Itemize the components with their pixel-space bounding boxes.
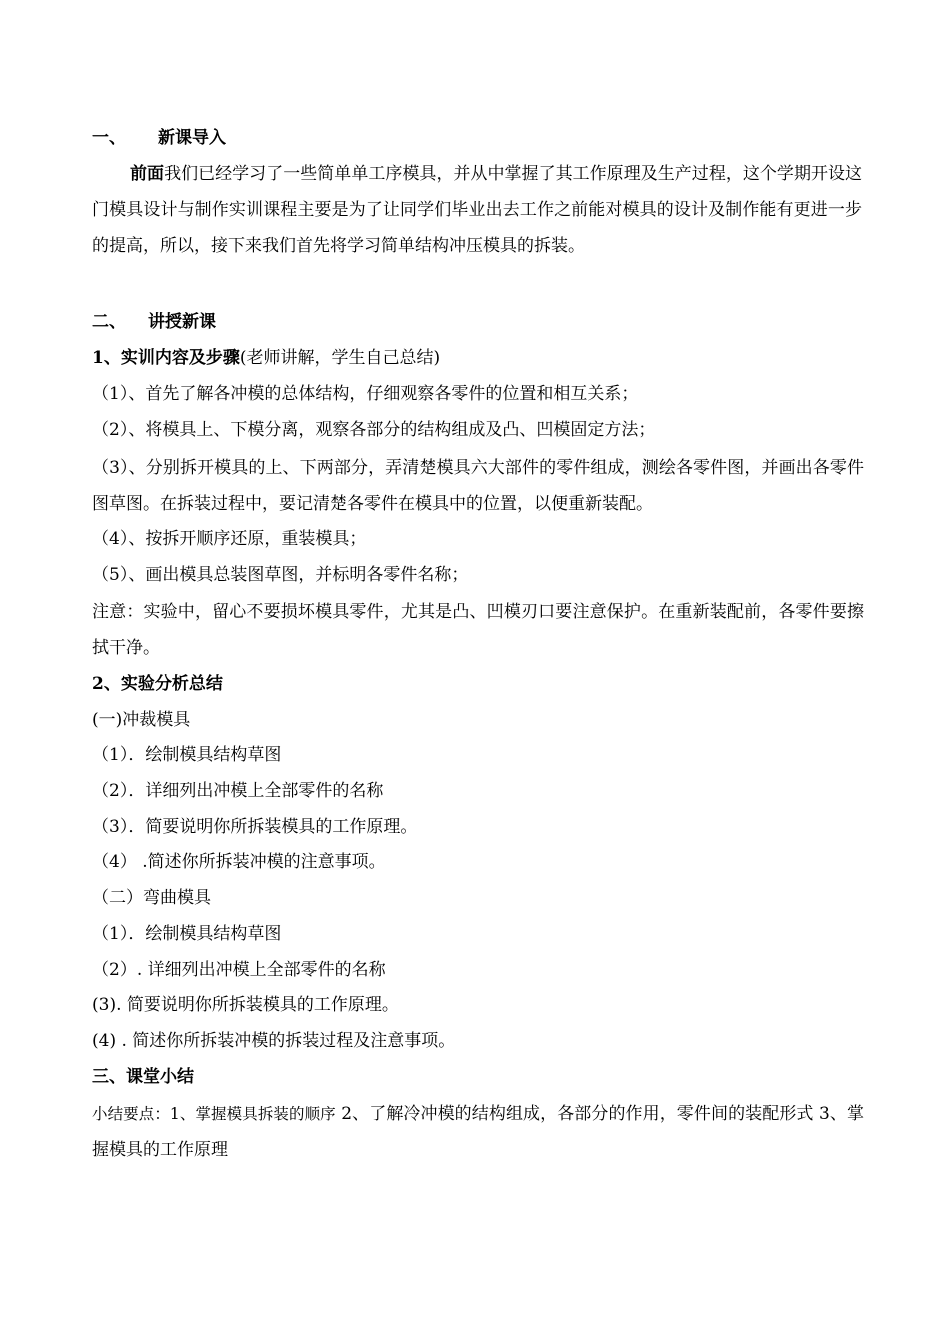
summary-lead: 小结要点：1、掌握模具拆装的顺序 (92, 1105, 336, 1123)
section-heading-2 (92, 312, 216, 332)
intro-lead: 前面 (130, 164, 165, 184)
step-item: （4）、按拆开顺序还原，重装模具； (92, 529, 367, 549)
punch-die-title: (一)冲裁模具 (92, 710, 191, 730)
part-title: 1、实训内容及步骤 (92, 348, 240, 368)
step-item: （5）、画出模具总装图草图，并标明各零件名称； (92, 565, 469, 585)
notice-paragraph: 注意：实验中，留心不要损坏模具零件，尤其是凸、凹模刃口要注意保护。在重新装配前，各零件要擦拭干净。 (92, 602, 864, 658)
punch-item: （2）．详细列出冲模上全部零件的名称 (92, 781, 384, 801)
bend-die-title: （二）弯曲模具 (92, 888, 211, 908)
intro-text: 我们已经学习了一些简单单工序模具，并从中掌握了其工作原理及生产过程，这个学期开设这门模具设计与制作实训课程主要是为了让同学们毕业出去工作之前能对模具的设计及制作能有更进一步的提高，所以，接下来我们首先将学习简单结构冲压模具的拆装。 (92, 164, 863, 256)
step-item: （3）、分别拆开模具的上、下两部分，弄清楚模具六大部件的零件组成，测绘各零件图，并画出各零件图草图。在拆装过程中，要记清楚各零件在模具中的位置，以便重新装配。 (92, 458, 864, 514)
bend-item: (4) . 简述你所拆装冲模的拆装过程及注意事项。 (92, 1031, 456, 1051)
summary-paragraph (92, 1096, 864, 1168)
punch-item: （1）．绘制模具结构草图 (92, 745, 282, 765)
part-heading-2: 2、实验分析总结 (92, 674, 223, 694)
section-number: 二、 (92, 312, 126, 332)
bend-item: （2）. 详细列出冲模上全部零件的名称 (92, 960, 386, 980)
part-note: (老师讲解，学生自己总结) (239, 348, 441, 368)
bend-item: （1）．绘制模具结构草图 (92, 924, 282, 944)
step-item: （2）、将模具上、下模分离，观察各部分的结构组成及凸、凹模固定方法； (92, 420, 656, 440)
section-heading-1 (92, 128, 226, 148)
section-title: 讲授新课 (148, 312, 216, 332)
step-item: （1）、首先了解各冲模的总体结构，仔细观察各零件的位置和相互关系； (92, 384, 639, 404)
bend-item: (3). 简要说明你所拆装模具的工作原理。 (92, 995, 399, 1015)
section-title: 新课导入 (158, 128, 226, 148)
punch-item: （4） .简述你所拆装冲模的注意事项。 (92, 852, 386, 872)
intro-paragraph (92, 156, 862, 264)
summary-text: 2、了解冷冲模的结构组成，各部分的作用，零件间的装配形式 3、掌握模具的工作原理 (92, 1104, 864, 1160)
section-number: 一、 (92, 128, 126, 148)
section-heading-3: 三、课堂小结 (92, 1067, 194, 1087)
punch-item: （3）．简要说明你所拆装模具的工作原理。 (92, 817, 418, 837)
part-heading-1 (92, 348, 440, 368)
